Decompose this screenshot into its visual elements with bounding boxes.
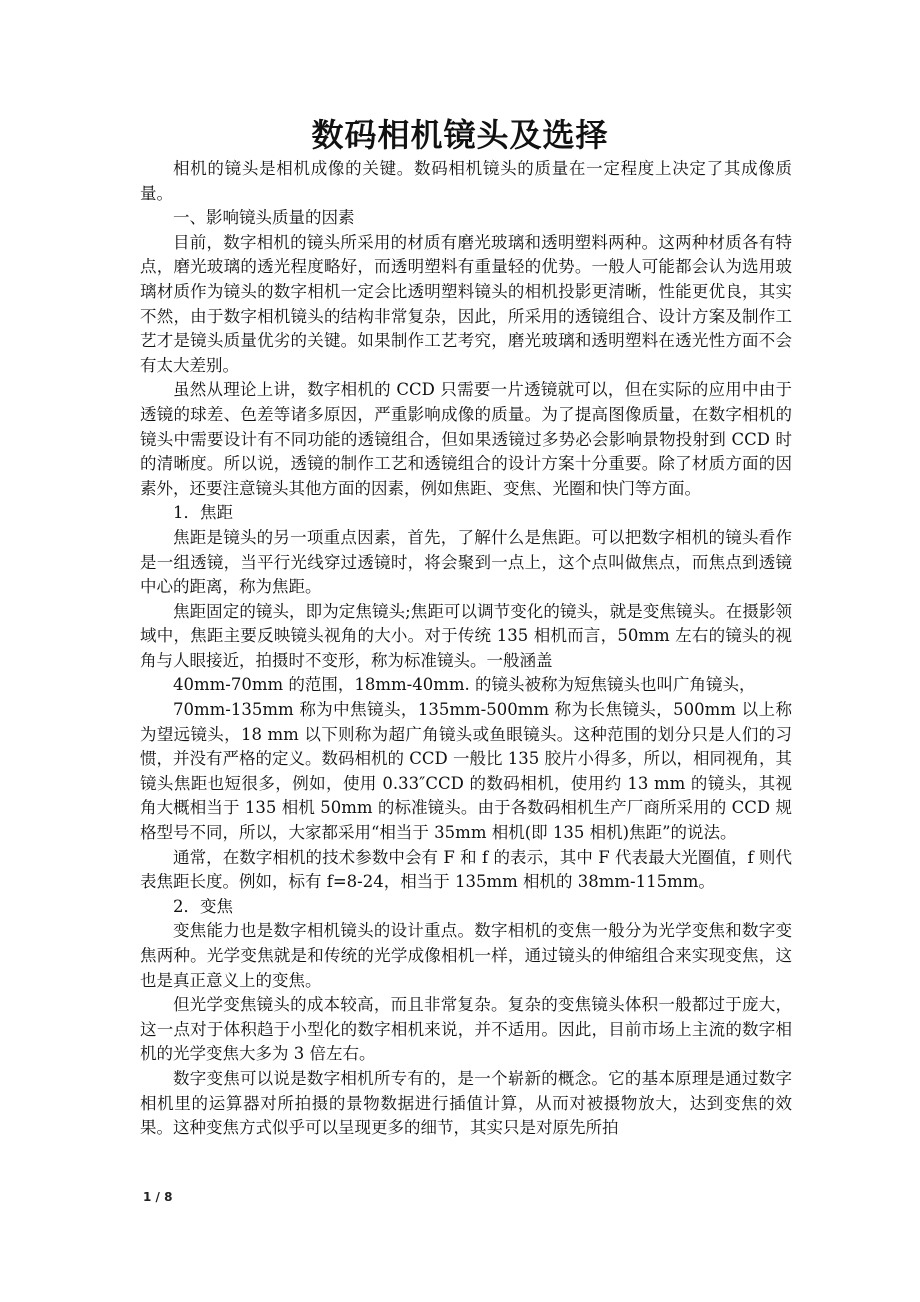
paragraph-focal-ranges: 70mm-135mm 称为中焦镜头，135mm-500mm 称为长焦镜头，500mm 以上称为望远镜头，18 mm 以下则称为超广角镜头或鱼眼镜头。这种范围的划分只是人们的习惯，并没有严格的定义。数码相机的 CCD 一般比 135 胶片小得多，所以，相同视角，其镜头焦距也短很多，例如，使用 0.33″CCD 的数码相机，使用约 13 mm 的镜头，其视角大概相当于 135 相机 50mm 的标准镜头。由于各数码相机生产厂商所采用的 CCD 规格型号不同，所以，大家都采用“相当于 35mm 相机(即 135 相机)焦距”的说法。 <box>140 700 792 843</box>
paragraph-f-parameters: 通常，在数字相机的技术参数中会有 F 和 f 的表示，其中 F 代表最大光圈值，f 则代表焦距长度。例如，标有 f=8-24，相当于 135mm 相机的 38mm-115mm。 <box>140 847 792 892</box>
paragraph-lens-combination: 虽然从理论上讲，数字相机的 CCD 只需要一片透镜就可以，但在实际的应用中由于透镜的球差、色差等诸多原因，严重影响成像的质量。为了提高图像质量，在数字相机的镜头中需要设计有不同功能的透镜组合，但如果透镜过多势必会影响景物投射到 CCD 时的清晰度。所以说，透镜的制作工艺和透镜组合的设计方案十分重要。除了材质方面的因素外，还要注意镜头其他方面的因素，例如焦距、变焦、光圈和快门等方面。 <box>140 380 792 498</box>
section-heading-1: 一、影响镜头质量的因素 <box>173 208 355 228</box>
paragraph-short-focal-range: 40mm-70mm 的范围，18mm-40mm. 的镜头被称为短焦镜头也叫广角镜头， <box>173 675 756 695</box>
paragraph-focal-length-definition: 焦距是镜头的另一项重点因素，首先，了解什么是焦距。可以把数字相机的镜头看作是一组透镜，当平行光线穿过透镜时，将会聚到一点上，这个点叫做焦点，而焦点到透镜中心的距离，称为焦距。 <box>140 527 792 597</box>
paragraph-optical-zoom: 但光学变焦镜头的成本较高，而且非常复杂。复杂的变焦镜头体积一般都过于庞大，这一点对于体积趋于小型化的数字相机来说，并不适用。因此，目前市场上主流的数字相机的光学变焦大多为 3 倍左右。 <box>140 995 792 1064</box>
paragraph-fixed-zoom-lens: 焦距固定的镜头，即为定焦镜头;焦距可以调节变化的镜头，就是变焦镜头。在摄影领域中，焦距主要反映镜头视角的大小。对于传统 135 相机而言，50mm 左右的镜头的视角与人眼接近，拍摄时不变形，称为标准镜头。一般涵盖 <box>140 601 792 670</box>
paragraph-digital-zoom: 数字变焦可以说是数字相机所专有的，是一个崭新的概念。它的基本原理是通过数字相机里的运算器对所拍摄的景物数据进行插值计算，从而对被摄物放大，达到变焦的效果。这种变焦方式似乎可以呈现更多的细节，其实只是对原先所拍 <box>140 1068 792 1138</box>
subsection-heading-zoom: 2．变焦 <box>173 896 233 916</box>
subsection-heading-focal-length: 1．焦距 <box>173 503 233 523</box>
paragraph-intro: 相机的镜头是相机成像的关键。数码相机镜头的质量在一定程度上决定了其成像质量。 <box>140 159 792 203</box>
document-title: 数码相机镜头及选择 <box>311 116 609 154</box>
page-number: 1 / 8 <box>143 1190 173 1204</box>
paragraph-materials: 目前，数字相机的镜头所采用的材质有磨光玻璃和透明塑料两种。这两种材质各有特点，磨光玻璃的透光程度略好，而透明塑料有重量轻的优势。一般人可能都会认为选用玻璃材质作为镜头的数字相机一定会比透明塑料镜头的相机投影更清晰，性能更优良，其实不然，由于数字相机镜头的结构非常复杂，因此，所采用的透镜组合、设计方案及制作工艺才是镜头质量优劣的关键。如果制作工艺考究，磨光玻璃和透明塑料在透光性方面不会有太大差别。 <box>140 232 792 375</box>
document-body <box>140 157 792 1141</box>
paragraph-zoom-types: 变焦能力也是数字相机镜头的设计重点。数字相机的变焦一般分为光学变焦和数字变焦两种。光学变焦就是和传统的光学成像相机一样，通过镜头的伸缩组合来实现变焦，这也是真正意义上的变焦。 <box>140 921 792 990</box>
